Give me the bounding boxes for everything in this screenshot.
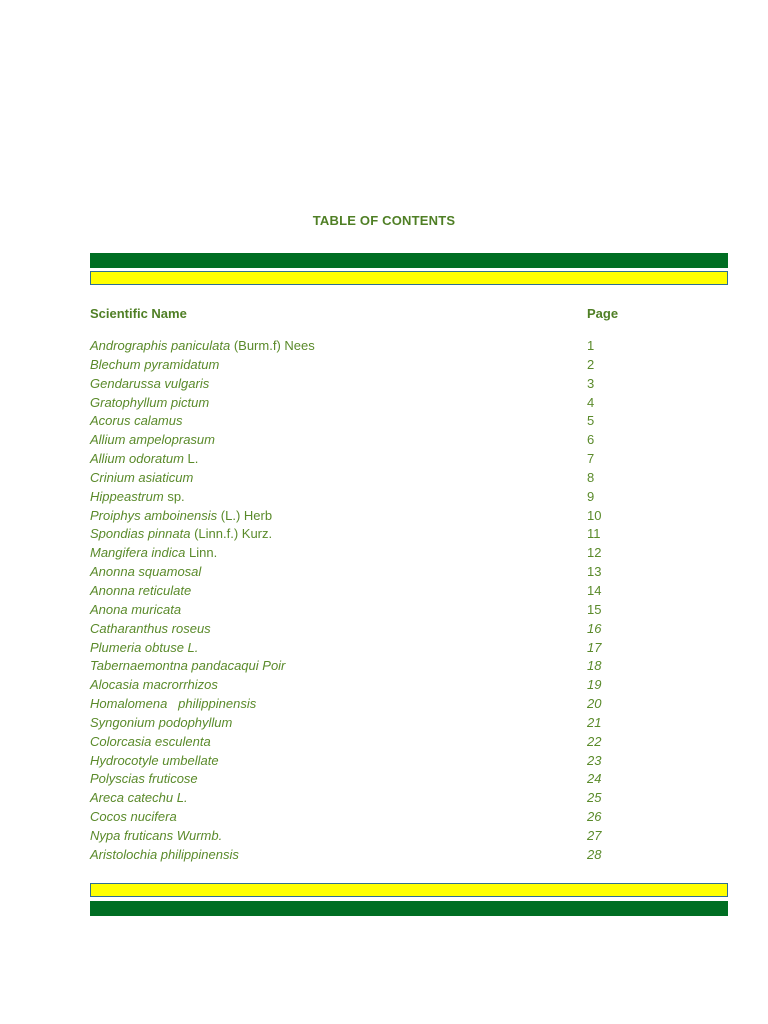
- scientific-name: [90, 752, 219, 771]
- scientific-name: [90, 733, 211, 752]
- page-number: 12: [587, 545, 602, 561]
- toc-entry[interactable]: [90, 544, 728, 563]
- scientific-name: [90, 620, 211, 639]
- scientific-name: [90, 337, 315, 356]
- page-number: 10: [587, 507, 602, 523]
- toc-entry[interactable]: [90, 714, 728, 733]
- toc-entry[interactable]: [90, 507, 728, 526]
- page-number: 27: [587, 827, 602, 843]
- scientific-name: [90, 431, 215, 450]
- toc-entry[interactable]: [90, 469, 728, 488]
- species-name-italic: Plumeria obtuse L.: [90, 639, 199, 655]
- scientific-name: [90, 563, 201, 582]
- bottom-yellow-bar: [90, 883, 728, 897]
- scientific-name: [90, 695, 256, 714]
- scientific-name: [90, 412, 182, 431]
- page-number: 26: [587, 809, 602, 825]
- species-name-italic: Anonna reticulate: [90, 582, 192, 598]
- toc-entry[interactable]: [90, 375, 728, 394]
- toc-entry[interactable]: [90, 450, 728, 469]
- species-name-italic: Andrographis paniculata: [90, 338, 231, 353]
- authority-text: (Burm.f) Nees: [230, 338, 315, 353]
- page-number: 19: [587, 677, 602, 693]
- toc-entry[interactable]: [90, 394, 728, 413]
- species-name-italic: Syngonium podophyllum: [90, 714, 233, 730]
- page-number: 1: [587, 338, 595, 353]
- toc-entry[interactable]: [90, 657, 728, 676]
- species-name-italic: Homalomena philippinensis: [90, 696, 257, 712]
- page-number: 13: [587, 564, 602, 580]
- scientific-name: [90, 846, 239, 865]
- authority-text: L.: [183, 451, 199, 467]
- page-number: 22: [587, 733, 602, 749]
- toc-entry[interactable]: [90, 808, 728, 827]
- scientific-name: [90, 714, 232, 733]
- toc-entry[interactable]: [90, 733, 728, 752]
- toc-entry[interactable]: [90, 337, 728, 356]
- toc-entry[interactable]: [90, 827, 728, 846]
- species-name-italic: Colorcasia esculenta: [90, 733, 211, 749]
- species-name-italic: Anonna squamosal: [90, 564, 202, 580]
- page-number: 25: [587, 790, 602, 806]
- scientific-name: [90, 827, 222, 846]
- page-number: 4: [587, 394, 595, 410]
- species-name-italic: Gendarussa vulgaris: [90, 375, 210, 391]
- authority-text: Linn.: [185, 545, 218, 561]
- page-number: 7: [587, 451, 595, 467]
- page-number: 23: [587, 752, 602, 768]
- scientific-name: [90, 639, 198, 658]
- species-name-italic: Tabernaemontna pandacaqui Poir: [90, 658, 286, 674]
- scientific-name: [90, 657, 285, 676]
- page-number: 8: [587, 469, 595, 485]
- scientific-name: [90, 488, 185, 507]
- species-name-italic: Allium odoratum: [90, 451, 184, 467]
- page-header: Page: [587, 306, 619, 321]
- scientific-name: [90, 450, 198, 469]
- page-number: 6: [587, 432, 595, 448]
- toc-entry[interactable]: [90, 601, 728, 620]
- species-name-italic: Acorus calamus: [90, 413, 183, 429]
- species-name-italic: Spondias pinnata: [90, 526, 191, 542]
- page-title: TABLE OF CONTENTS: [312, 213, 456, 228]
- page-number: 3: [587, 375, 595, 391]
- species-name-italic: Catharanthus roseus: [90, 620, 211, 636]
- species-name-italic: Polyscias fruticose: [90, 771, 198, 787]
- page-number: 18: [587, 658, 602, 674]
- toc-entry[interactable]: [90, 582, 728, 601]
- scientific-name: [90, 676, 218, 695]
- toc-entry[interactable]: [90, 412, 728, 431]
- species-name-italic: Allium ampeloprasum: [90, 432, 215, 448]
- scientific-name: [90, 375, 209, 394]
- scientific-name: [90, 582, 191, 601]
- page-number: 2: [587, 356, 595, 372]
- toc-entry[interactable]: [90, 431, 728, 450]
- scientific-name: [90, 789, 188, 808]
- toc-entry[interactable]: [90, 789, 728, 808]
- scientific-name: [90, 394, 209, 413]
- species-name-italic: Anona muricata: [90, 601, 182, 617]
- toc-list: [90, 337, 728, 865]
- species-name-italic: Hydrocotyle umbellate: [90, 752, 219, 768]
- page-number: 24: [587, 771, 602, 787]
- page-number: 16: [587, 620, 602, 636]
- species-name-italic: Cocos nucifera: [90, 809, 177, 825]
- toc-entry[interactable]: [90, 488, 728, 507]
- scientific-name: [90, 469, 193, 488]
- page-number: 17: [587, 639, 602, 655]
- toc-entry[interactable]: [90, 695, 728, 714]
- page-number: 14: [587, 582, 602, 598]
- scientific-name: [90, 356, 219, 375]
- top-green-bar: [90, 253, 728, 268]
- scientific-name: [90, 544, 217, 563]
- scientific-name: [90, 601, 181, 620]
- toc-entry[interactable]: [90, 639, 728, 658]
- page-number: 11: [587, 526, 601, 542]
- authority-text: (L.) Herb: [217, 507, 273, 523]
- scientific-name: [90, 507, 272, 526]
- toc-entry[interactable]: [90, 752, 728, 771]
- scientific-name: [90, 770, 198, 789]
- species-name-italic: Gratophyllum pictum: [90, 394, 210, 410]
- scientific-name-header: Scientific Name: [90, 306, 187, 321]
- toc-entry[interactable]: [90, 676, 728, 695]
- authority-text: sp.: [163, 488, 185, 504]
- species-name-italic: Blechum pyramidatum: [90, 356, 220, 372]
- toc-entry[interactable]: [90, 563, 728, 582]
- page-number: 21: [587, 714, 602, 730]
- bottom-green-bar: [90, 901, 728, 916]
- species-name-italic: Mangifera indica: [90, 545, 186, 561]
- species-name-italic: Alocasia macrorrhizos: [90, 677, 218, 693]
- toc-entry[interactable]: [90, 770, 728, 789]
- scientific-name: [90, 808, 177, 827]
- page-number: 15: [587, 601, 602, 617]
- toc-entry[interactable]: [90, 620, 728, 639]
- species-name-italic: Crinium asiaticum: [90, 469, 194, 485]
- species-name-italic: Areca catechu L.: [90, 790, 188, 806]
- species-name-italic: Aristolochia philippinensis: [90, 846, 239, 862]
- species-name-italic: Nypa fruticans Wurmb.: [90, 827, 223, 843]
- page-number: 5: [587, 413, 595, 429]
- page-number: 9: [587, 488, 595, 504]
- authority-text: (Linn.f.) Kurz.: [190, 526, 273, 542]
- page-number: 28: [587, 846, 602, 862]
- page-number: 20: [587, 696, 602, 712]
- toc-entry[interactable]: [90, 356, 728, 375]
- toc-entry[interactable]: [90, 846, 728, 865]
- toc-entry[interactable]: [90, 525, 728, 544]
- species-name-italic: Hippeastrum: [90, 488, 164, 504]
- scientific-name: [90, 525, 272, 544]
- species-name-italic: Proiphys amboinensis: [90, 507, 218, 523]
- top-yellow-bar: [90, 271, 728, 285]
